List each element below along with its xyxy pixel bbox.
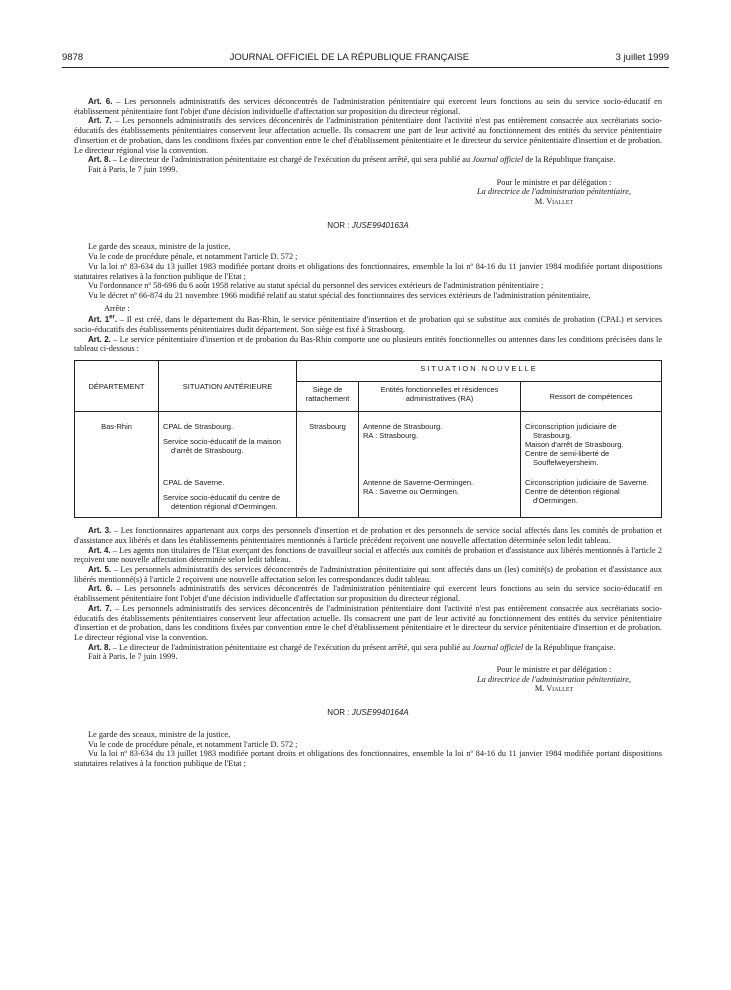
article-4 bbox=[74, 546, 662, 565]
signature-block bbox=[446, 665, 662, 694]
table-row bbox=[75, 473, 662, 518]
cell-entites: Antenne de Saverne-Oermingen. RA : Saverne ou Oermingen. bbox=[359, 473, 521, 518]
cell-ressort: Circonscription judiciaire de Strasbourg. Maison d'arrêt de Strasbourg. Centre de semi-liberté de Souffelweyersheim. bbox=[521, 412, 662, 474]
column-header-entites: Entités fonctionnelles et résidences administratives (RA) bbox=[359, 382, 521, 412]
document-body bbox=[74, 97, 662, 769]
nor-code: JUSE9940163A bbox=[351, 220, 409, 230]
minister-line: Le garde des sceaux, ministre de la justice, bbox=[88, 729, 231, 739]
affectation-table bbox=[74, 360, 662, 518]
fait-a-paris: Fait à Paris, le 7 juin 1999. bbox=[88, 164, 178, 174]
signature-title: La directrice de l'administration pénitentiaire, bbox=[477, 187, 631, 197]
nor-reference bbox=[74, 221, 662, 231]
column-header-departement: DÉPARTEMENT bbox=[75, 361, 159, 412]
article-text: – Le service pénitentiaire d'insertion et de probation du Bas-Rhin comporte une ou plusieurs entités fonctionnelles ou antennes dans les conditions précisées dans le tableau ci-dessous : bbox=[74, 334, 663, 354]
column-header-anterieure: SITUATION ANTÉRIEURE bbox=[159, 361, 297, 412]
column-header-nouvelle: SITUATION NOUVELLE bbox=[297, 361, 662, 382]
article-label: Art. 8. bbox=[88, 642, 111, 652]
signature-name: M. Viallet bbox=[534, 684, 574, 694]
article-6 bbox=[74, 584, 662, 603]
article-7 bbox=[74, 116, 662, 155]
article-5 bbox=[74, 565, 662, 584]
cell-anterieure: CPAL de Strasbourg. Service socio-éducatif de la maison d'arrêt de Strasbourg. bbox=[159, 412, 297, 474]
column-header-siege: Siège de rattachement bbox=[297, 382, 359, 412]
article-label: Art. 8. bbox=[88, 155, 111, 165]
article-text: de la République française. bbox=[523, 642, 616, 652]
nor-code: JUSE9940164A bbox=[351, 708, 409, 718]
signature-delegation: Pour le ministre et par délégation : bbox=[496, 177, 612, 187]
article-text: de la République française. bbox=[523, 155, 616, 165]
signature-block bbox=[446, 178, 662, 207]
article-text: – Les personnels administratifs des services déconcentrés de l'administration pénitentiaire qui exercent leurs fonctions au sein du service socio-éducatif en établissement pénitentiaire font l'objet d'une décision individuelle d'affectation sur proposition du directeur régional. bbox=[74, 97, 662, 116]
table-row bbox=[75, 412, 662, 474]
article-label: Art. 2. bbox=[88, 334, 111, 344]
article-label: Art. 3. bbox=[88, 526, 112, 536]
signature-title: La directrice de l'administration pénitentiaire, bbox=[477, 674, 631, 684]
article-label: Art. 1er. bbox=[88, 314, 118, 325]
article-text: – Les fonctionnaires appartenant aux corps des personnels d'insertion et de probation et des personnels de service social affectés dans les comités de probation et d'assistance aux libérés et dans les établissements pénitentiaires mentionnés à l'article précédent reçoivent une nouvelle affectation déterminée selon ledit tableau. bbox=[74, 526, 662, 545]
article-text: – Les personnels administratifs des services déconcentrés de l'administration pénitentiaire qui exercent leurs fonctions au sein du service socio-éducatif en établissement pénitentiaire font l'objet d'une décision individuelle d'affectation sur proposition du directeur régional. bbox=[74, 584, 662, 604]
article-label: Art. 6. bbox=[88, 584, 113, 594]
visa: Vu la loi nº 83-634 du 13 juillet 1983 modifiée portant droits et obligations des fonctionnaires, ensemble la loi nº 84-16 du 11 janvier 1984 modifiée portant dispositions statutaires relatives à la fonction publique de l'Etat ; bbox=[74, 749, 662, 768]
article-8 bbox=[74, 643, 662, 653]
article-text: – Les personnels administratifs des services déconcentrés de l'administration pénitentiaire qui sont affectés dans un (les) comité(s) de probation et d'assistance aux libérés mentionné(s) à l'article 2 reçoivent une nouvelle affectation selon les correspondances dudit tableau. bbox=[74, 564, 662, 584]
cell-ressort: Circonscription judiciaire de Saverne. Centre de détention régional d'Oermingen. bbox=[521, 473, 662, 518]
journal-title: JOURNAL OFFICIEL DE LA RÉPUBLIQUE FRANÇAISE bbox=[229, 52, 470, 63]
article-label: Art. 7. bbox=[88, 116, 112, 126]
article-1 bbox=[74, 315, 662, 334]
cell-siege: Strasbourg bbox=[297, 412, 359, 474]
nor-prefix: NOR : bbox=[327, 708, 352, 718]
article-text: – Les personnels administratifs des services déconcentrés de l'administration pénitentiaire dont l'activité n'est pas entièrement consacrée aux secrétariats socio-éducatifs des établissements pénitentiaires conservent leur affectation actuelle. Ils consacrent une part de leur activité au fonctionnement des entités du service pénitentiaire d'insertion et de probation, dans les conditions fixées par convention entre le chef d'établissement pénitentiaire et le directeur du service pénitentiaire d'insertion et de probation. Le directeur régional vise la convention. bbox=[74, 116, 663, 155]
article-text: – Les agents non titulaires de l'Etat exerçant des fonctions de travailleur social et affectés aux comités de probation et d'assistance aux libérés mentionnés à l'article 2 reçoivent une nouvelle affectation déterminée selon ledit tableau. bbox=[74, 545, 662, 565]
article-8 bbox=[74, 155, 662, 165]
cell-anterieure: CPAL de Saverne. Service socio-éducatif du centre de détention régional d'Oermingen. bbox=[159, 473, 297, 518]
cell-entites: Antenne de Strasbourg. RA : Strasbourg. bbox=[359, 412, 521, 474]
visa: Vu la loi nº 83-634 du 13 juillet 1983 modifiée portant droits et obligations des fonctionnaires, ensemble la loi nº 84-16 du 11 janvier 1984 modifiée portant dispositions statutaires relatives à la fonction publique de l'Etat ; bbox=[74, 261, 662, 281]
article-label: Art. 4. bbox=[88, 545, 111, 555]
journal-reference: Journal officiel bbox=[472, 155, 524, 165]
page-header bbox=[62, 52, 669, 63]
journal-reference: Journal officiel bbox=[472, 642, 524, 652]
fait-a-paris: Fait à Paris, le 7 juin 1999. bbox=[88, 652, 178, 662]
issue-date: 3 juillet 1999 bbox=[615, 52, 669, 63]
article-2 bbox=[74, 335, 662, 354]
nor-reference bbox=[74, 708, 662, 718]
signature-delegation: Pour le ministre et par délégation : bbox=[496, 665, 612, 675]
signature-name: M. Viallet bbox=[534, 197, 574, 207]
article-label: Art. 7. bbox=[88, 603, 112, 613]
article-text: – Les personnels administratifs des services déconcentrés de l'administration pénitentiaire dont l'activité n'est pas entièrement consacrée aux secrétariats socio-éducatifs des établissements pénitentiaires conservent leur affectation actuelle. Ils consacrent une part de leur activité au fonctionnement des entités du service pénitentiaire d'insertion et de probation, dans les conditions fixées par convention entre le chef d'établissement pénitentiaire et le directeur du service pénitentiaire d'insertion et de probation. Le directeur régional vise la convention. bbox=[74, 603, 663, 642]
cell-departement bbox=[75, 473, 159, 518]
article-label: Art. 6. bbox=[88, 97, 113, 106]
visa: Vu le code de procédure pénale, et notamment l'article D. 572 ; bbox=[88, 739, 298, 749]
visa: Vu le décret nº 66-874 du 21 novembre 1966 modifié relatif au statut spécial des fonctionnaires des services extérieurs de l'administration pénitentiaire, bbox=[88, 290, 591, 300]
article-3 bbox=[74, 526, 662, 545]
article-7 bbox=[74, 604, 662, 643]
arrete-heading: Arrête : bbox=[104, 303, 130, 313]
cell-departement: Bas-Rhin bbox=[75, 412, 159, 474]
header-rule bbox=[62, 67, 669, 68]
minister-line: Le garde des sceaux, ministre de la justice, bbox=[88, 242, 231, 252]
page-number: 9878 bbox=[62, 52, 84, 63]
article-text: – Le directeur de l'administration pénitentiaire est chargé de l'exécution du présent arrêté, qui sera publié au bbox=[110, 155, 473, 165]
article-text: – Il est créé, dans le département du Bas-Rhin, le service pénitentiaire d'insertion et de probation qui se substitue aux comités de probation (CPAL) et services socio-éducatifs des établissements pénitentiaires dudit département. Son siège est fixé à Strasbourg. bbox=[74, 315, 663, 335]
visa: Vu l'ordonnance nº 58-696 du 6 août 1958 relative au statut spécial du personnel des services extérieurs de l'administration pénitentiaire ; bbox=[88, 281, 544, 291]
article-6 bbox=[74, 97, 662, 116]
cell-siege bbox=[297, 473, 359, 518]
column-header-ressort: Ressort de compétences bbox=[521, 382, 662, 412]
visa: Vu le code de procédure pénale, et notamment l'article D. 572 ; bbox=[88, 252, 298, 262]
article-label: Art. 5. bbox=[88, 564, 112, 574]
nor-prefix: NOR : bbox=[327, 220, 352, 230]
article-text: – Le directeur de l'administration pénitentiaire est chargé de l'exécution du présent arrêté, qui sera publié au bbox=[110, 642, 473, 652]
